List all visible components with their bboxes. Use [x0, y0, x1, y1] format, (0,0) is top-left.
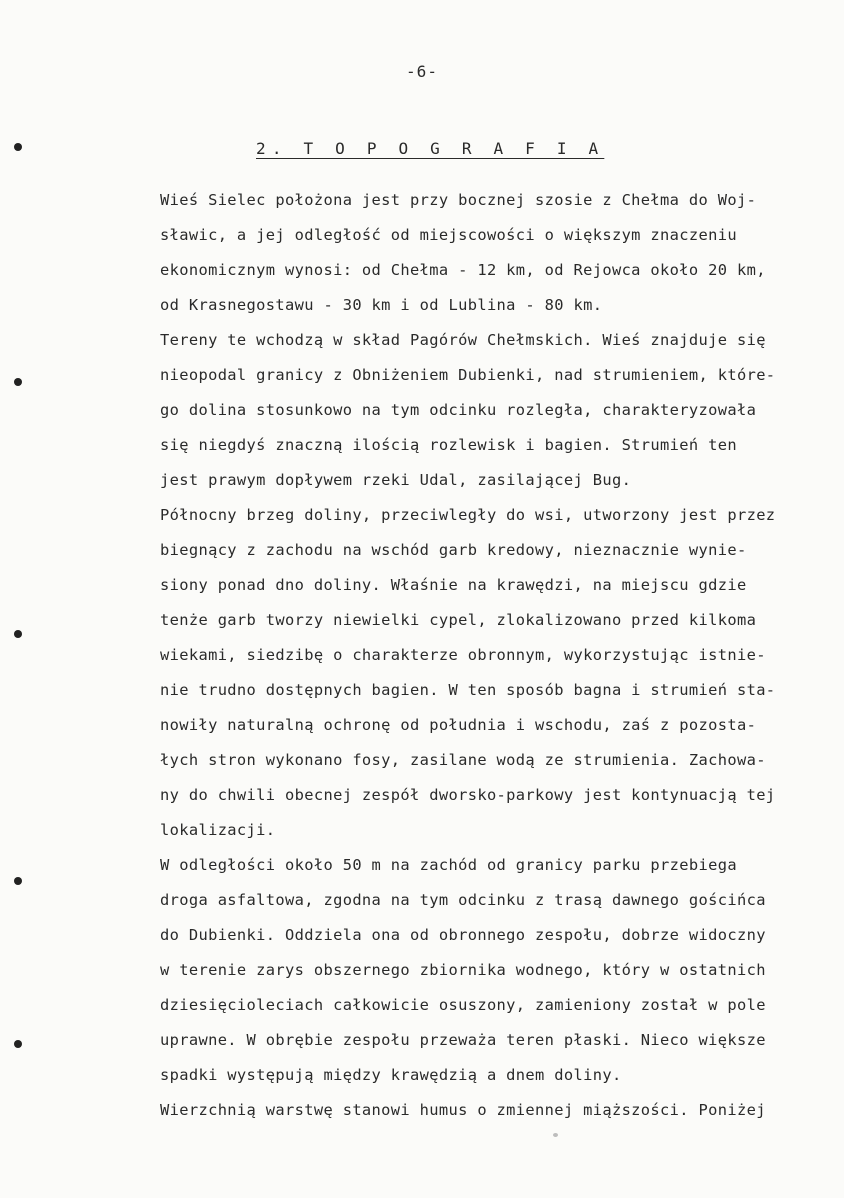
text-line: dziesięcioleciach całkowicie osuszony, zamieniony został w pole [160, 996, 766, 1014]
punch-hole-mark [14, 378, 22, 386]
text-line: droga asfaltowa, zgodna na tym odcinku z trasą dawnego gościńca [160, 891, 766, 909]
paper-speck [553, 1133, 558, 1137]
text-line: uprawne. W obrębie zespołu przeważa teren płaski. Nieco większe [160, 1031, 766, 1049]
text-line: W odległości około 50 m na zachód od granicy parku przebiega [160, 856, 737, 874]
text-line: jest prawym dopływem rzeki Udal, zasilającej Bug. [160, 471, 632, 489]
text-line: nie trudno dostępnych bagien. W ten sposób bagna i strumień sta- [160, 681, 776, 699]
text-line: biegnący z zachodu na wschód garb kredowy, nieznacznie wynie- [160, 541, 747, 559]
text-line: Wierzchnią warstwę stanowi humus o zmiennej miąższości. Poniżej [160, 1101, 766, 1119]
text-line: ekonomicznym wynosi: od Chełma - 12 km, od Rejowca około 20 km, [160, 261, 766, 279]
text-line: lokalizacji. [160, 821, 276, 839]
text-line: Tereny te wchodzą w skład Pagórów Chełmskich. Wieś znajduje się [160, 331, 766, 349]
text-line: siony ponad dno doliny. Właśnie na krawędzi, na miejscu gdzie [160, 576, 747, 594]
text-line: spadki występują między krawędzią a dnem doliny. [160, 1066, 622, 1084]
text-line: wiekami, siedzibę o charakterze obronnym, wykorzystując istnie- [160, 646, 766, 664]
text-line: Wieś Sielec położona jest przy bocznej szosie z Chełma do Woj- [160, 191, 757, 209]
text-line: się niegdyś znaczną ilością rozlewisk i bagien. Strumień ten [160, 436, 737, 454]
punch-hole-mark [14, 143, 22, 151]
text-line: ny do chwili obecnej zespół dworsko-parkowy jest kontynuacją tej [160, 786, 776, 804]
section-heading: 2. T O P O G R A F I A [256, 139, 605, 158]
text-line: nowiły naturalną ochronę od południa i wschodu, zaś z pozosta- [160, 716, 757, 734]
text-line: sławic, a jej odległość od miejscowości o większym znaczeniu [160, 226, 737, 244]
text-line: go dolina stosunkowo na tym odcinku rozległa, charakteryzowała [160, 401, 757, 419]
text-line: łych stron wykonano fosy, zasilane wodą ze strumienia. Zachowa- [160, 751, 766, 769]
punch-hole-mark [14, 630, 22, 638]
text-line: od Krasnegostawu - 30 km i od Lublina - 80 km. [160, 296, 603, 314]
text-line: Północny brzeg doliny, przeciwległy do wsi, utworzony jest przez [160, 506, 776, 524]
page-number: -6- [406, 62, 438, 81]
text-line: w terenie zarys obszernego zbiornika wodnego, który w ostatnich [160, 961, 766, 979]
punch-hole-mark [14, 877, 22, 885]
text-line: tenże garb tworzy niewielki cypel, zlokalizowano przed kilkoma [160, 611, 757, 629]
punch-hole-mark [14, 1040, 22, 1048]
text-line: do Dubienki. Oddziela ona od obronnego zespołu, dobrze widoczny [160, 926, 766, 944]
text-line: nieopodal granicy z Obniżeniem Dubienki, nad strumieniem, które- [160, 366, 776, 384]
